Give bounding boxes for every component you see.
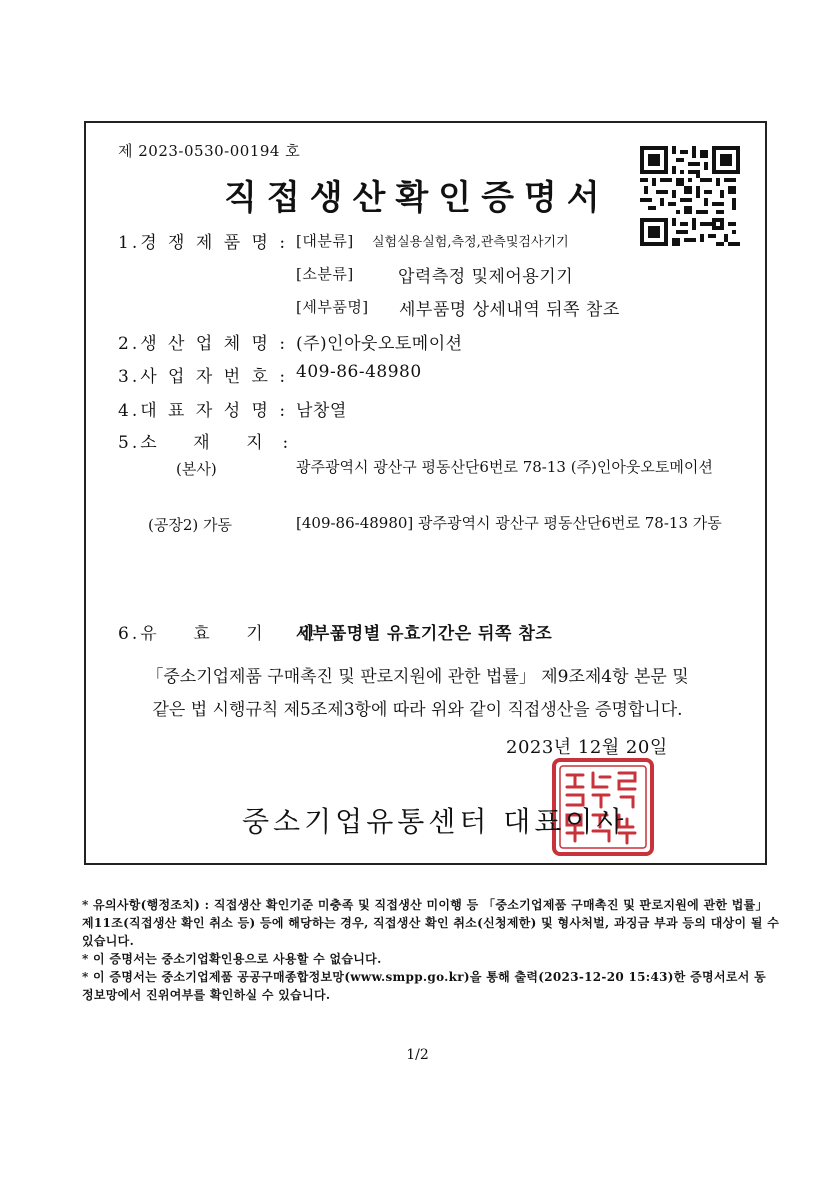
- issue-date: 2023년 12월 20일: [506, 737, 668, 758]
- detail-tag: [세부품명]: [296, 298, 369, 316]
- issuer-name: 중소기업유통센터 대표이사: [242, 805, 628, 838]
- company-name-label: 2.생 산 업 체 명 :: [118, 334, 289, 354]
- document-title: 직접생산확인증명서: [224, 178, 610, 218]
- category-major-value: 실험실용실험,측정,관측및검사기기: [372, 235, 569, 250]
- hq-address: 광주광역시 광산구 평동산단6번로 78-13 (주)인아웃오토메이션: [296, 458, 713, 476]
- hq-label: (본사): [176, 460, 217, 478]
- business-number-label: 3.사 업 자 번 호 :: [118, 367, 289, 387]
- product-name-label: 1.경 쟁 제 품 명 :: [118, 233, 289, 253]
- note-item: * 이 증명서는 중소기업제품 공공구매종합정보망(www.smpp.go.kr)을 통해 출력(2023-12-20 15:43)한 증명서로서 동 정보망에서 진위여부를 확인하실 수 있습니다.: [82, 970, 766, 1002]
- factory-address: [409-86-48980] 광주광역시 광산구 평동산단6번로 78-13 가동: [296, 514, 722, 532]
- category-minor-tag: [소분류]: [296, 265, 354, 283]
- factory-label: (공장2) 가동: [148, 516, 232, 534]
- certificate-number: 제 2023-0530-00194 호: [118, 142, 301, 160]
- note-item: * 이 증명서는 중소기업확인용으로 사용할 수 없습니다.: [82, 952, 382, 966]
- statement-line-1: 「중소기업제품 구매촉진 및 판로지원에 관한 법률」 제9조제4항 본문 및: [146, 667, 689, 687]
- qr-code-icon: [640, 146, 740, 246]
- location-label: 5.소 재 지 :: [118, 433, 292, 453]
- page-number: 1/2: [406, 1047, 429, 1063]
- notes-section: [82, 896, 782, 1004]
- representative-label: 4.대 표 자 성 명 :: [118, 401, 289, 421]
- category-major-tag: [대분류]: [296, 232, 354, 250]
- note-item: * 유의사항(행정조치) : 직접생산 확인기준 미충족 및 직접생산 미이행 등 「중소기업제품 구매촉진 및 판로지원에 관한 법률」 제11조(직접생산 확인 취소 등) 등에 해당하는 경우, 직접생산 확인 취소(신청제한) 및 형사처벌, 과징금 부과 등의 대상이 될 수 있습니다.: [82, 898, 780, 948]
- business-number-value: 409-86-48980: [296, 362, 422, 382]
- category-minor-value: 압력측정 및제어용기기: [398, 267, 574, 287]
- statement-line-2: 같은 법 시행규칙 제5조제3항에 따라 위와 같이 직접생산을 증명합니다.: [152, 700, 683, 720]
- validity-label: 6.유 효 기 간 :: [118, 624, 345, 644]
- validity-value: 세부품명별 유효기간은 뒤쪽 참조: [296, 624, 553, 644]
- company-name-value: (주)인아웃오토메이션: [296, 334, 463, 354]
- representative-value: 남창열: [296, 401, 347, 421]
- detail-value: 세부품명 상세내역 뒤쪽 참조: [399, 300, 620, 320]
